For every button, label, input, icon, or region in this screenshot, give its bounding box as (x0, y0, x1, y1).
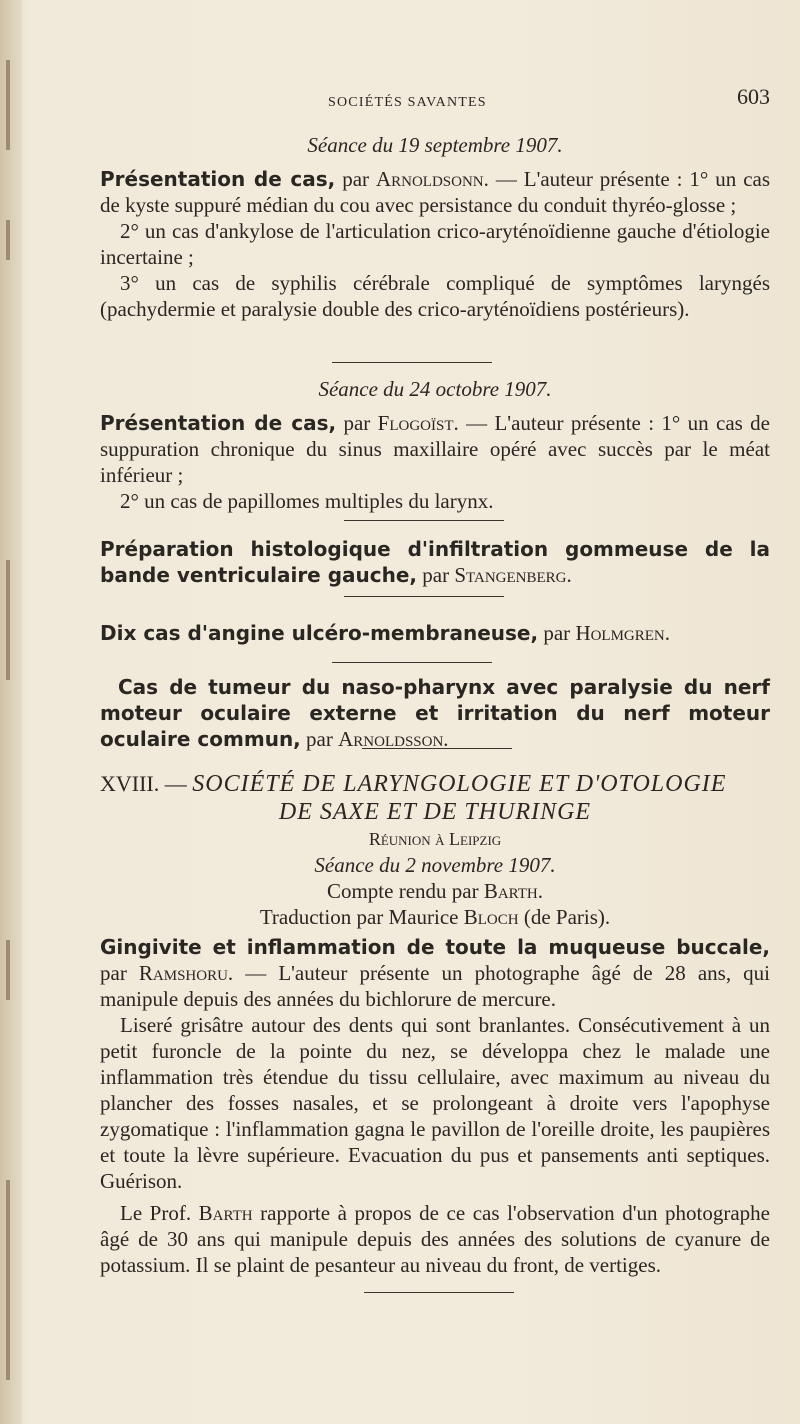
author-name: Ramshoru (138, 961, 228, 985)
list-item: 2° un cas d'ankylose de l'articulation crico-aryténoïdienne gauche d'étiologie incertaine ; (100, 219, 770, 269)
entry-title: Cas de tumeur du naso-pharynx avec paralysie du nerf moteur oculaire externe et irritation du nerf moteur oculaire commun, (100, 675, 770, 751)
heading-line: DE SAXE ET DE THURINGE (278, 799, 592, 825)
author-name: Holmgren (575, 621, 665, 645)
paragraph: Dix cas d'angine ulcéro-membraneuse, par Holmgren. (100, 621, 671, 645)
author-name: Barth (483, 879, 538, 903)
list-item: 2° un cas de papillomes multiples du larynx. (120, 489, 494, 513)
separator-rule (362, 748, 512, 749)
seance-date: Séance du 2 novembre 1907. (314, 853, 556, 877)
paragraph: Préparation histologique d'infiltration gommeuse de la bande ventriculaire gauche, par Stangenberg. (100, 537, 770, 587)
page-binding-edge (0, 0, 22, 1424)
separator-rule (344, 596, 504, 597)
author-name: Arnoldsonn (375, 167, 484, 191)
separator-rule (332, 362, 492, 363)
reunion-line: Réunion à Leipzig (368, 829, 502, 849)
society-heading (100, 770, 770, 798)
author-name: Barth (198, 1201, 253, 1225)
section-saxe-thuringe (100, 770, 770, 930)
section-arnoldsson (100, 674, 770, 752)
list-item: 3° un cas de syphilis cérébrale compliqué de symptômes laryngés (pachydermie et paralysie double des crico-aryténoïdiens postérieurs). (100, 271, 770, 321)
entry-title: Préparation histologique d'infiltration gommeuse de la bande ventriculaire gauche, (100, 537, 770, 587)
author-name: Arnoldsson (338, 727, 444, 751)
section-stangenberg (100, 536, 770, 588)
running-head: SOCIÉTÉS SAVANTES (328, 95, 487, 110)
heading-number: XVIII. — (100, 771, 187, 796)
page-number: 603 (737, 84, 770, 109)
section-seance-19-sept (100, 132, 770, 322)
entry-title: Gingivite et inflammation de toute la muqueuse buccale, (100, 935, 770, 959)
paragraph: Présentation de cas, par Arnoldsonn. — L'auteur présente : 1° un cas de kyste suppuré médian du cou avec persistance du conduit thyréo-glosse ; (100, 167, 771, 217)
section-seance-24-oct (100, 376, 770, 514)
section-ramshoru (100, 934, 770, 1278)
separator-rule (364, 1292, 514, 1293)
traduction-line: Traduction par Maurice Bloch (de Paris). (259, 905, 611, 929)
separator-rule (332, 662, 492, 663)
entry-title: Présentation de cas, (100, 411, 337, 435)
compte-rendu-line: Compte rendu par Barth. (326, 879, 544, 903)
paragraph: Le Prof. Barth rapporte à propos de ce cas l'observation d'un photographe âgé de 30 ans qui manipule depuis des années des solutions de cyanure de potassium. Il se plaint de pesanteur au niveau du front, de vertiges. (100, 1201, 770, 1277)
section-holmgren (100, 620, 770, 646)
paragraph: Présentation de cas, par Flogoïst. — L'auteur présente : 1° un cas de suppuration chronique du sinus maxillaire opéré avec succès par le méat inférieur ; (100, 411, 770, 487)
author-name: Bloch (463, 905, 519, 929)
seance-date: Séance du 24 octobre 1907. (318, 377, 552, 401)
entry-title: Dix cas d'angine ulcéro-membraneuse, (100, 621, 539, 645)
author-name: Flogoïst (377, 411, 454, 435)
separator-rule (344, 520, 504, 521)
paragraph: Liseré grisâtre autour des dents qui sont branlantes. Consécutivement à un petit furoncle de la pointe du nez, se développa chez le malade une inflammation très étendue du tissu cellulaire, avec maximum au niveau du plancher des fosses nasales, et se prolongeant à droite vers l'apophyse zygomatique : l'inflammation gagna le pavillon de l'oreille droite, les paupières et toute la lèvre supérieure. Evacuation du pus et pansements anti septiques. Guérison. (100, 1013, 770, 1193)
entry-title: Présentation de cas, (100, 167, 336, 191)
paragraph: Cas de tumeur du naso-pharynx avec paralysie du nerf moteur oculaire externe et irritation du nerf moteur oculaire commun, par Arnoldsson. (100, 675, 770, 751)
author-name: Stangenberg (454, 563, 567, 587)
seance-date: Séance du 19 septembre 1907. (307, 133, 563, 157)
heading-line: SOCIÉTÉ DE LARYNGOLOGIE ET D'OTOLOGIE (192, 771, 727, 797)
paragraph: Gingivite et inflammation de toute la muqueuse buccale, par Ramshoru. — L'auteur présente un photographe âgé de 28 ans, qui manipule depuis des années du bichlorure de mercure. (100, 935, 770, 1011)
page-header (100, 84, 770, 112)
